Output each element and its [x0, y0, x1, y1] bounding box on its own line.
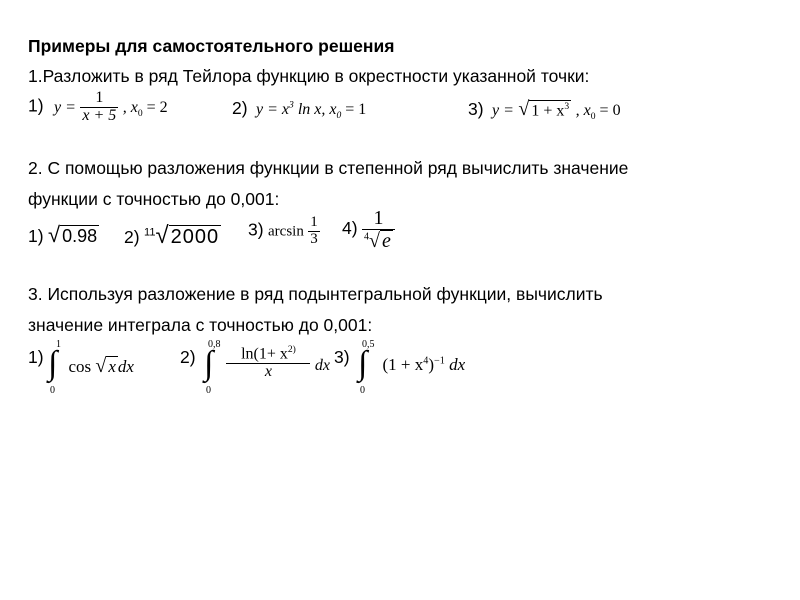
fraction [80, 90, 118, 125]
item-number: 1) [28, 95, 44, 116]
upper-limit: 0,5 [362, 339, 375, 350]
item-number: 3) [248, 219, 264, 240]
function-name: arcsin [268, 223, 304, 240]
differential: dx [314, 357, 331, 374]
point-value: = 2 [142, 98, 168, 116]
point-x: , x [575, 102, 591, 119]
task1-item-3 [468, 98, 621, 122]
item-number: 1) [28, 347, 44, 367]
point-value: = 1 [341, 101, 367, 118]
exponent: 2) [287, 344, 296, 355]
fraction: $\frac{1}{^4√ e}$ [362, 208, 395, 252]
page-title: Примеры для самостоятельного решения [28, 36, 395, 56]
denominator: x [226, 363, 310, 381]
task3-line2: значение интеграла с точностью до 0,001: [28, 315, 373, 335]
task1-item-1 [28, 90, 168, 125]
denominator: x + 5 [82, 106, 117, 124]
numerator: 1 [95, 89, 104, 106]
radicand: 2000 [170, 226, 220, 248]
radicand: 1 + x [531, 102, 565, 119]
task2-item-1 [28, 222, 99, 248]
upper-limit: 1 [56, 339, 62, 350]
radicand: 0.98 [62, 226, 98, 246]
point-subscript: 0 [336, 110, 342, 122]
task2-line2: функции с точностью до 0,001: [28, 189, 280, 209]
integral-sign: ∫ [358, 345, 368, 382]
item-number: 2) [180, 347, 196, 367]
fraction [308, 215, 320, 248]
lower-limit: 0 [206, 385, 212, 396]
differential: dx [117, 357, 134, 376]
integral [48, 339, 64, 397]
outer-exponent: −1 [433, 355, 445, 367]
task3-item-3 [334, 339, 466, 397]
point-x: , x [122, 98, 138, 116]
task3-item-2 [180, 339, 331, 397]
task3-line1: 3. Используя разложение в ряд подынтегральной функции, вычислить [28, 284, 603, 304]
formula-lhs: y = x [256, 101, 290, 118]
point-value: = 0 [595, 102, 621, 119]
root-index: 11 [144, 226, 156, 239]
formula-lhs: y = [492, 102, 514, 119]
integral [200, 339, 222, 397]
exponent: 3 [289, 99, 294, 111]
integrand-func: cos [68, 357, 96, 376]
task2-item-3 [248, 215, 320, 248]
square-root: √ 0.98 [48, 222, 98, 247]
task2-item-4 [342, 208, 395, 252]
item-number: 4) [342, 218, 358, 239]
integral-sign: ∫ [48, 345, 58, 382]
lower-limit: 0 [360, 385, 366, 396]
radicand: e [382, 230, 391, 252]
nth-root: $^{11}$√ 2000 [144, 222, 220, 249]
fraction [226, 345, 310, 381]
numerator: ln(1+ x [241, 345, 288, 363]
close-paren: ) [428, 355, 434, 374]
point-subscript: 0 [590, 111, 596, 123]
radicand: x [108, 357, 116, 376]
point-subscript: 0 [137, 107, 143, 119]
numerator: 1 [310, 214, 318, 230]
item-number: 1) [28, 226, 44, 246]
denominator: 3 [310, 230, 318, 247]
integral-sign: ∫ [204, 345, 214, 382]
upper-limit: 0,8 [208, 339, 221, 350]
integral [354, 339, 378, 397]
task1-item-2 [232, 98, 366, 121]
square-root: √ $1 + x^3$ [518, 98, 570, 120]
numerator: 1 [373, 207, 384, 229]
integrand: (1 + x [382, 355, 424, 374]
task1-text: 1.Разложить в ряд Тейлора функцию в окрестности указанной точки: [28, 66, 590, 86]
task3-item-1: 1) 1 ∫ 0 cos √ x dx [28, 339, 134, 396]
formula-lhs: y = [54, 98, 76, 116]
lower-limit: 0 [50, 385, 56, 396]
item-number: 3) [468, 99, 484, 119]
differential: dx [444, 355, 466, 374]
exponent: 4 [423, 355, 429, 367]
item-number: 2) [124, 227, 140, 247]
task2-line1: 2. С помощью разложения функции в степенной ряд вычислить значение [28, 158, 629, 178]
item-number: 2) [232, 98, 248, 118]
root-index: 4 [364, 231, 370, 243]
task2-item-2 [124, 222, 221, 250]
item-number: 3) [334, 347, 350, 367]
formula-rest: ln x, x [293, 101, 337, 118]
exponent: 3 [564, 100, 570, 112]
